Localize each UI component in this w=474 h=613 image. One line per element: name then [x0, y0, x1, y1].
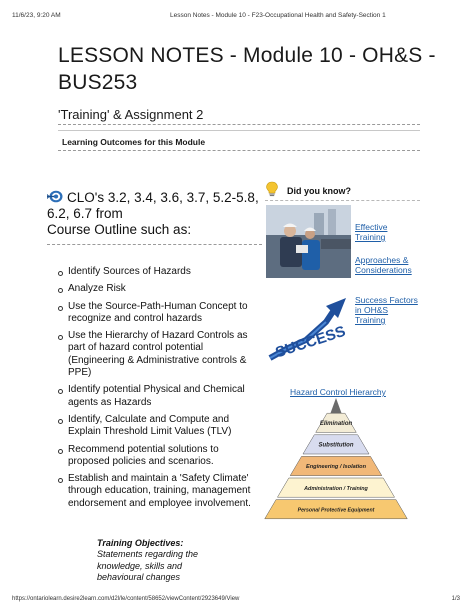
list-item: Analyze Risk — [58, 283, 258, 295]
print-header — [0, 12, 474, 24]
success-factors-link[interactable]: Success Factors in OH&S Training — [355, 295, 418, 325]
success-word: SUCCESS — [273, 322, 348, 362]
clo-block — [47, 190, 262, 238]
list-item: Identify, Calculate and Compute and Explain Threshold Limit Values (TLV) — [58, 414, 258, 439]
target-icon — [47, 190, 63, 203]
page-subtitle: 'Training' & Assignment 2 — [58, 107, 204, 122]
training-objectives-label: Training Objectives: — [97, 538, 184, 548]
list-item: Identify Sources of Hazards — [58, 266, 258, 278]
training-objectives-text: Statements regarding the knowledge, skills and behavioural changes — [97, 549, 199, 582]
hazard-control-pyramid — [262, 398, 410, 522]
page-title: LESSON NOTES - Module 10 - OH&S - BUS253 — [58, 44, 436, 94]
hazard-control-hierarchy-title: Hazard Control Hierarchy — [290, 387, 386, 397]
pyramid-level-label: Personal Protective Equipment — [297, 507, 375, 514]
list-item: Use the Source-Path-Human Concept to recognize and control hazards — [58, 301, 258, 326]
did-you-know-label: Did you know? — [287, 186, 351, 196]
success-graphic — [266, 292, 351, 362]
learning-outcomes-list — [58, 266, 258, 515]
lightbulb-icon — [265, 181, 279, 197]
divider — [58, 150, 420, 151]
list-item: Establish and maintain a 'Safety Climate' through education, training, management endorsement and employee involvement. — [58, 473, 258, 510]
print-datetime: 11/6/23, 9:20 AM — [12, 12, 61, 19]
print-footer — [0, 596, 474, 608]
effective-training-link[interactable]: Effective Training — [355, 222, 388, 242]
divider — [265, 200, 420, 201]
workers-photo — [266, 205, 351, 278]
list-item: Identify potential Physical and Chemical agents as Hazards — [58, 384, 258, 409]
approaches-considerations-link[interactable]: Approaches & Considerations — [355, 255, 412, 275]
divider — [58, 124, 420, 125]
pyramid-level-label: Substitution — [318, 442, 354, 449]
pyramid-level-label: Engineering / Isolation — [306, 464, 366, 471]
page-number: 1/3 — [451, 596, 460, 602]
pyramid-level-label: Administration / Training — [304, 485, 368, 492]
print-doc-title: Lesson Notes - Module 10 - F23-Occupational Health and Safety-Section 1 — [170, 12, 386, 19]
pyramid-level-label: Elimination — [319, 421, 353, 427]
list-item: Recommend potential solutions to proposed policies and scenarios. — [58, 444, 258, 469]
clo-text: CLO's 3.2, 3.4, 3.6, 3.7, 5.2-5.8, 6.2, 6.7 from — [47, 190, 259, 221]
divider — [47, 244, 262, 245]
course-outline-text: Course Outline such as: — [47, 222, 192, 237]
page-url: https://ontariolearn.desire2learn.com/d2l/le/content/58652/viewContent/2923649/View — [12, 596, 240, 602]
divider — [58, 130, 420, 131]
training-objectives — [97, 538, 217, 583]
section-heading: Learning Outcomes for this Module — [62, 137, 206, 147]
list-item: Use the Hierarchy of Hazard Controls as part of hazard control potential (Engineering & Administrative controls & PPE) — [58, 330, 258, 379]
